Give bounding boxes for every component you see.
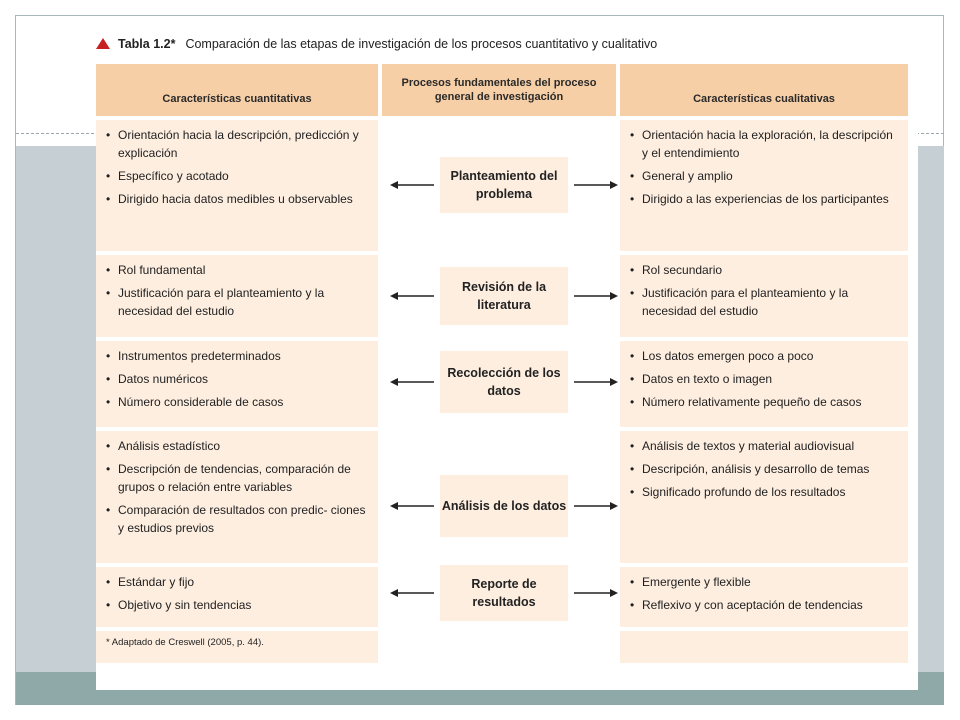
bullet-item: • Datos en texto o imagen [630,370,902,388]
quantitative-cell [96,341,378,427]
triangle-icon [96,38,110,49]
bullet-item: • Significado profundo de los resultados [630,483,902,501]
quantitative-cell [96,120,378,251]
quantitative-header: Características cuantitativas [96,64,378,116]
bullet-item: • Instrumentos predeterminados [106,347,372,365]
table-caption [96,37,896,57]
bullet-item: • Rol secundario [630,261,902,279]
bullet-list [106,573,372,614]
qualitative-cell [620,431,908,563]
qualitative-cell [620,341,908,427]
bullet-item: • Objetivo y sin tendencias [106,596,372,614]
quantitative-cell [96,431,378,563]
table-footnote: * Adaptado de Creswell (2005, p. 44). [96,631,378,663]
bullet-item: • Orientación hacia la exploración, la descripción y el entendimiento [630,126,902,162]
left-arrow-icon [390,179,434,191]
qualitative-header: Características cualitativas [620,64,908,116]
bullet-list [630,347,902,411]
bullet-item: • Justificación para el planteamiento y la necesidad del estudio [106,284,372,320]
bullet-list [106,261,372,320]
process-header: Procesos fundamentales del proceso general de investigación [382,64,616,116]
bullet-item: • Dirigido hacia datos medibles u observables [106,190,372,208]
bullet-list [106,126,372,208]
bullet-list [106,347,372,411]
bullet-item: • Análisis estadístico [106,437,372,455]
slide-top-strip [0,0,960,16]
bullet-item: • Datos numéricos [106,370,372,388]
bullet-item: • Dirigido a las experiencias de los participantes [630,190,902,208]
process-stage-label: Recolección de los datos [440,351,568,413]
bullet-item: • Emergente y flexible [630,573,902,591]
right-arrow-icon [574,500,618,512]
table-number: Tabla 1.2* [118,37,176,51]
left-arrow-icon [390,587,434,599]
process-stage-label: Reporte de resultados [440,565,568,621]
bullet-item: • Justificación para el planteamiento y la necesidad del estudio [630,284,902,320]
process-stage-label: Planteamiento del problema [440,157,568,213]
bullet-list [106,437,372,537]
bullet-item: • General y amplio [630,167,902,185]
right-arrow-icon [574,290,618,302]
qualitative-cell [620,255,908,337]
bullet-item: • Específico y acotado [106,167,372,185]
qualitative-cell [620,120,908,251]
process-cell [382,567,616,627]
process-stage-label: Revisión de la literatura [440,267,568,325]
process-stage-label: Análisis de los datos [440,475,568,537]
right-arrow-icon [574,587,618,599]
process-cell [382,255,616,337]
bullet-item: • Reflexivo y con aceptación de tendencias [630,596,902,614]
comparison-table [96,31,918,690]
bullet-list [630,126,902,208]
bullet-item: • Comparación de resultados con predic- ciones y estudios previos [106,501,372,537]
quantitative-cell [96,567,378,627]
bullet-item: • Análisis de textos y material audiovisual [630,437,902,455]
right-arrow-icon [574,179,618,191]
qualitative-cell [620,567,908,627]
right-arrow-icon [574,376,618,388]
bullet-item: • Descripción de tendencias, comparación de grupos o relación entre variables [106,460,372,496]
bullet-item: • Los datos emergen poco a poco [630,347,902,365]
bullet-item: • Número considerable de casos [106,393,372,411]
quantitative-cell [96,255,378,337]
bullet-list [630,437,902,501]
bullet-list [630,261,902,320]
process-cell [382,431,616,563]
bullet-list [630,573,902,614]
bullet-item: • Orientación hacia la descripción, predicción y explicación [106,126,372,162]
left-arrow-icon [390,290,434,302]
bullet-item: • Rol fundamental [106,261,372,279]
process-cell [382,120,616,251]
bullet-item: • Estándar y fijo [106,573,372,591]
process-cell [382,341,616,427]
table-title: Comparación de las etapas de investigación de los procesos cuantitativo y cualitativo [185,37,658,51]
bullet-item: • Descripción, análisis y desarrollo de temas [630,460,902,478]
left-arrow-icon [390,376,434,388]
bullet-item: • Número relativamente pequeño de casos [630,393,902,411]
left-arrow-icon [390,500,434,512]
footnote-filler [620,631,908,663]
